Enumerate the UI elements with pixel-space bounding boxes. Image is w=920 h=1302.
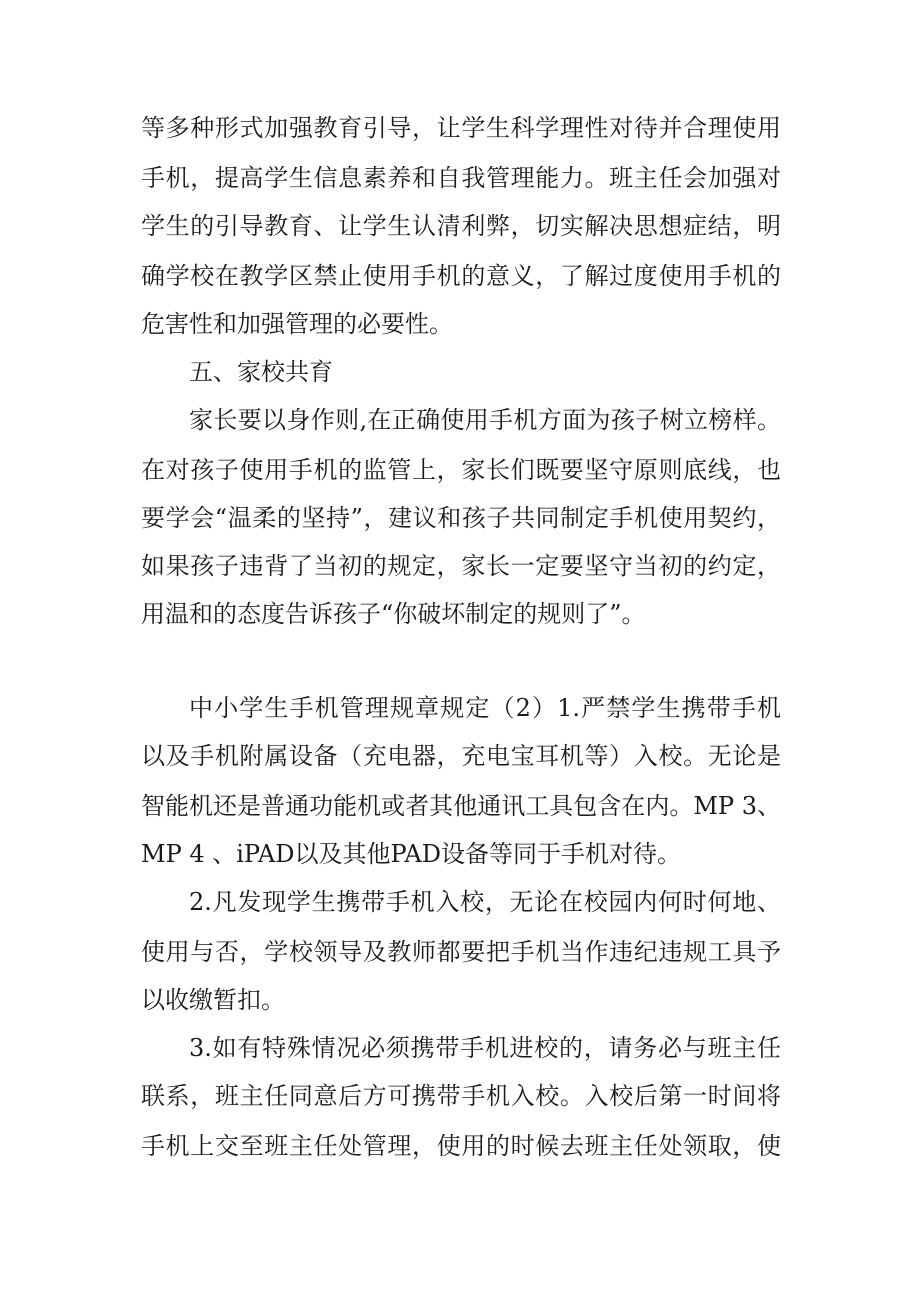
text-line: 家长要以身作则,在正确使用手机方面为孩子树立榜样。 — [189, 406, 781, 434]
text-line: 以及手机附属设备（充电器，充电宝耳机等）入校。无论是 — [141, 742, 781, 770]
text-line: 2.凡发现学生携带手机入校，无论在校园内何时何地、 — [189, 888, 781, 916]
text-line: 在对孩子使用手机的监管上，家长们既要坚守原则底线，也 — [141, 456, 781, 484]
text-line: 确学校在教学区禁止使用手机的意义，了解过度使用手机的 — [141, 262, 781, 290]
text-line: 3.如有特殊情况必须携带手机进校的，请务必与班主任 — [189, 1034, 781, 1062]
text-line: 如果孩子违背了当初的规定，家长一定要坚守当初的约定， — [141, 552, 781, 580]
text-line: 中小学生手机管理规章规定（2）1.严禁学生携带手机 — [189, 694, 781, 722]
text-line: 手机上交至班主任处管理，使用的时候去班主任处领取，使 — [141, 1132, 781, 1160]
text-line: 联系，班主任同意后方可携带手机入校。入校后第一时间将 — [141, 1082, 781, 1110]
section-heading: 五、家校共育 — [189, 358, 333, 386]
text-line: 使用与否，学校领导及教师都要把手机当作违纪违规工具予 — [141, 938, 781, 966]
text-line: 用温和的态度告诉孩子“你破坏制定的规则了”。 — [141, 600, 646, 628]
text-line: 以收缴暂扣。 — [141, 986, 285, 1014]
text-line: 要学会“温柔的坚持”，建议和孩子共同制定手机使用契约， — [141, 504, 781, 532]
text-line: 危害性和加强管理的必要性。 — [141, 310, 453, 338]
text-line: MP 4 、iPAD以及其他PAD设备等同于手机对待。 — [141, 840, 681, 868]
text-line: 手机，提高学生信息素养和自我管理能力。班主任会加强对 — [141, 164, 781, 192]
text-line: 智能机还是普通功能机或者其他通讯工具包含在内。MP 3、 — [141, 792, 781, 820]
text-line: 学生的引导教育、让学生认清利弊，切实解决思想症结，明 — [141, 212, 781, 240]
text-line: 等多种形式加强教育引导，让学生科学理性对待并合理使用 — [141, 114, 781, 142]
